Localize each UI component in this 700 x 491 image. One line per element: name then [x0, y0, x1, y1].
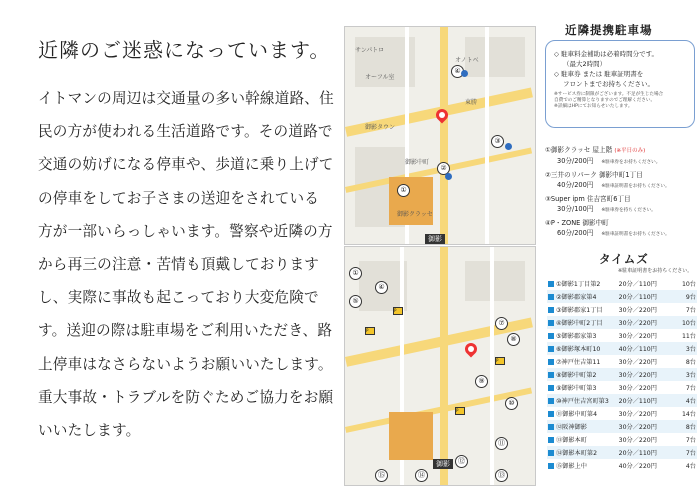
times-price: 30分／220円 [618, 385, 657, 392]
page-title: 近隣のご迷惑になっています。 [38, 38, 331, 62]
bullet-icon [548, 437, 554, 443]
table-row [547, 368, 697, 381]
body-line: から再三の注意・苦情も頂戴しております [38, 255, 320, 273]
times-name: ②御影郡家第4 [547, 290, 610, 303]
notice-line: ◇ 駐車券 または 駐車証明書を [554, 70, 644, 78]
times-spaces: 14台 [681, 411, 696, 418]
bullet-icon [548, 463, 554, 469]
list-item: ④P・ZONE 御影中町 60分/200円 ※駐車証明書をお持ちください。 [545, 219, 670, 237]
map-pin-icon [463, 341, 480, 358]
times-name: ⑫阪神御影 [547, 420, 610, 433]
table-row [547, 446, 697, 459]
times-spaces: 4台 [666, 394, 697, 407]
times-price: 40分／220円 [618, 463, 657, 470]
times-spaces: 4台 [685, 463, 696, 470]
times-price: 30分／220円 [610, 316, 666, 329]
body-line: し、実際に事故も起こっており大変危険で [38, 289, 319, 307]
body-line: いいたします。 [38, 421, 141, 439]
table-row [547, 394, 697, 407]
body-line: の停車をしてお子さまの送迎をされている [38, 189, 320, 207]
times-spaces: 9台 [666, 290, 697, 303]
table-row [547, 290, 697, 303]
list-item: ①御影クラッセ 屋上階 (※平日のみ) 30分/200円 ※駐車券をお持ちください。 [545, 146, 661, 165]
table-row [547, 316, 697, 329]
notice-line: フロントまでお持ちください。 [563, 80, 654, 88]
map-label: オノトベ [455, 57, 479, 64]
table-row [547, 420, 697, 433]
table-row [547, 459, 697, 472]
list-item: ②三井のリパーク 御影中町1丁目 40分/200円 ※駐車証明書をお持ちください。 [545, 171, 670, 189]
map-label: オーフル室 [365, 74, 395, 81]
nearby-parking-title: 近隣提携駐車場 [565, 23, 653, 37]
times-name: ⑦神戸住吉第11 [547, 355, 610, 368]
table-row [547, 329, 697, 342]
times-spaces: 7台 [685, 437, 696, 444]
nearby-parking-list [545, 146, 700, 243]
times-price: 30分／220円 [610, 420, 666, 433]
times-spaces: 10台 [681, 281, 696, 288]
nearby-parking-map[interactable]: ① 御影クラッセ ② ③ ④ サンパトロ オーフル室 オノトベ 東勝 御影タウン 御影中町 御影 [344, 26, 536, 245]
table-row [547, 407, 697, 420]
times-price: 40分／110円 [610, 342, 666, 355]
bullet-icon [548, 359, 554, 365]
times-price: 30分／220円 [610, 368, 666, 381]
times-price: 30分／220円 [618, 437, 657, 444]
bullet-icon [548, 385, 554, 391]
map-label: 東勝 [465, 99, 478, 106]
bullet-icon [548, 333, 554, 339]
times-spaces: 7台 [685, 385, 696, 392]
parking-notice-box [545, 40, 695, 128]
times-parking-map[interactable]: ① ④ ⑤ ⑦ ⑧ ⑨ ⑩ ⑪ ⑫ ⑭ ⑬ ⑮ P P P P 御影 [344, 246, 536, 486]
times-price: 30分／220円 [618, 307, 657, 314]
bullet-icon [548, 372, 554, 378]
times-spaces: 10台 [666, 316, 697, 329]
list-item: ③Super ipm 住吉宮町6丁目 30分/100円 ※駐車券を持ちください。 [545, 195, 656, 213]
times-spaces: 7台 [666, 446, 697, 459]
times-spaces: 8台 [666, 420, 697, 433]
times-price: 30分／220円 [618, 333, 657, 340]
table-row [547, 277, 697, 290]
times-price: 20分／110円 [610, 290, 666, 303]
station-label: 御影 [425, 234, 445, 244]
times-name: ③御影郡家1丁目 [547, 303, 610, 316]
times-name: ⑩神戸住吉宮町第3 [547, 394, 610, 407]
times-note: ※駐車証明書をお持ちください。 [618, 268, 693, 274]
notice-line: （最大2時間） [563, 60, 607, 68]
notice-body [38, 82, 338, 447]
times-price: 20分／110円 [610, 446, 666, 459]
map-label: サンパトロ [355, 47, 385, 54]
times-name: ⑪御影中町第4 [547, 407, 610, 420]
times-parking-table [547, 277, 697, 472]
bullet-icon [548, 320, 554, 326]
bullet-icon [548, 281, 554, 287]
body-line: 民の方が使われる生活道路です。その道路で [38, 123, 333, 141]
table-row [547, 433, 697, 446]
times-name: ⑨御影中町第3 [547, 381, 610, 394]
body-line: す。送迎の際は駐車場をご利用いただき、路 [38, 322, 333, 340]
table-row [547, 303, 697, 316]
notice-small: ※サービス券に制限がございます。不足が生じた場合 自費でのご精算となりますのでご理解ください。 ※詳細はHPにてお知らせいたします。 [554, 92, 664, 109]
times-price: 20分／110円 [610, 394, 666, 407]
station-label: 御影 [433, 459, 453, 469]
bullet-icon [548, 307, 554, 313]
bullet-icon [548, 450, 554, 456]
times-price: 20分／110円 [618, 281, 657, 288]
times-spaces: 8台 [685, 359, 696, 366]
times-name: ⑭御影本町第2 [547, 446, 610, 459]
body-line: イトマンの周辺は交通量の多い幹線道路、住 [38, 90, 334, 107]
body-line: 交通の妨げになる停車や、歩道に乗り上げて [38, 156, 334, 174]
bullet-icon [548, 424, 554, 430]
bullet-icon [548, 411, 554, 417]
table-row [547, 342, 697, 355]
body-line: 方が一部いらっしゃいます。警察や近隣の方 [38, 222, 333, 240]
bullet-icon [548, 294, 554, 300]
bullet-icon [548, 346, 554, 352]
times-spaces: 3台 [666, 368, 697, 381]
times-price: 30分／220円 [618, 359, 657, 366]
bullet-icon [548, 398, 554, 404]
map-label: 御影中町 [405, 159, 430, 166]
notice-text-panel [0, 0, 340, 491]
times-name: ④御影中町2丁目 [547, 316, 610, 329]
times-title: タイムズ [599, 252, 649, 266]
table-row [547, 381, 697, 394]
map-label: 御影クラッセ [397, 211, 433, 218]
times-name: ⑬御影本町 [547, 433, 610, 446]
map-label: 御影タウン [365, 124, 396, 131]
times-name: ⑮御影上中 [547, 459, 610, 472]
times-name: ⑧御影中町第2 [547, 368, 610, 381]
body-line: 上停車はなさらないようお願いいたします。 [38, 355, 333, 373]
times-spaces: 7台 [685, 307, 696, 314]
body-line: 重大事故・トラブルを防ぐためご協力をお願 [38, 388, 334, 406]
times-name: ⑤御影郡家第3 [547, 329, 610, 342]
notice-line: ◇ 駐車料金補助は必着時間分です。 [554, 50, 659, 58]
times-name: ⑥御影塚本町10 [547, 342, 610, 355]
times-price: 30分／220円 [618, 411, 657, 418]
times-name: ①御影1丁目第2 [547, 277, 610, 290]
times-spaces: 3台 [666, 342, 697, 355]
table-row [547, 355, 697, 368]
times-spaces: 11台 [681, 333, 696, 340]
